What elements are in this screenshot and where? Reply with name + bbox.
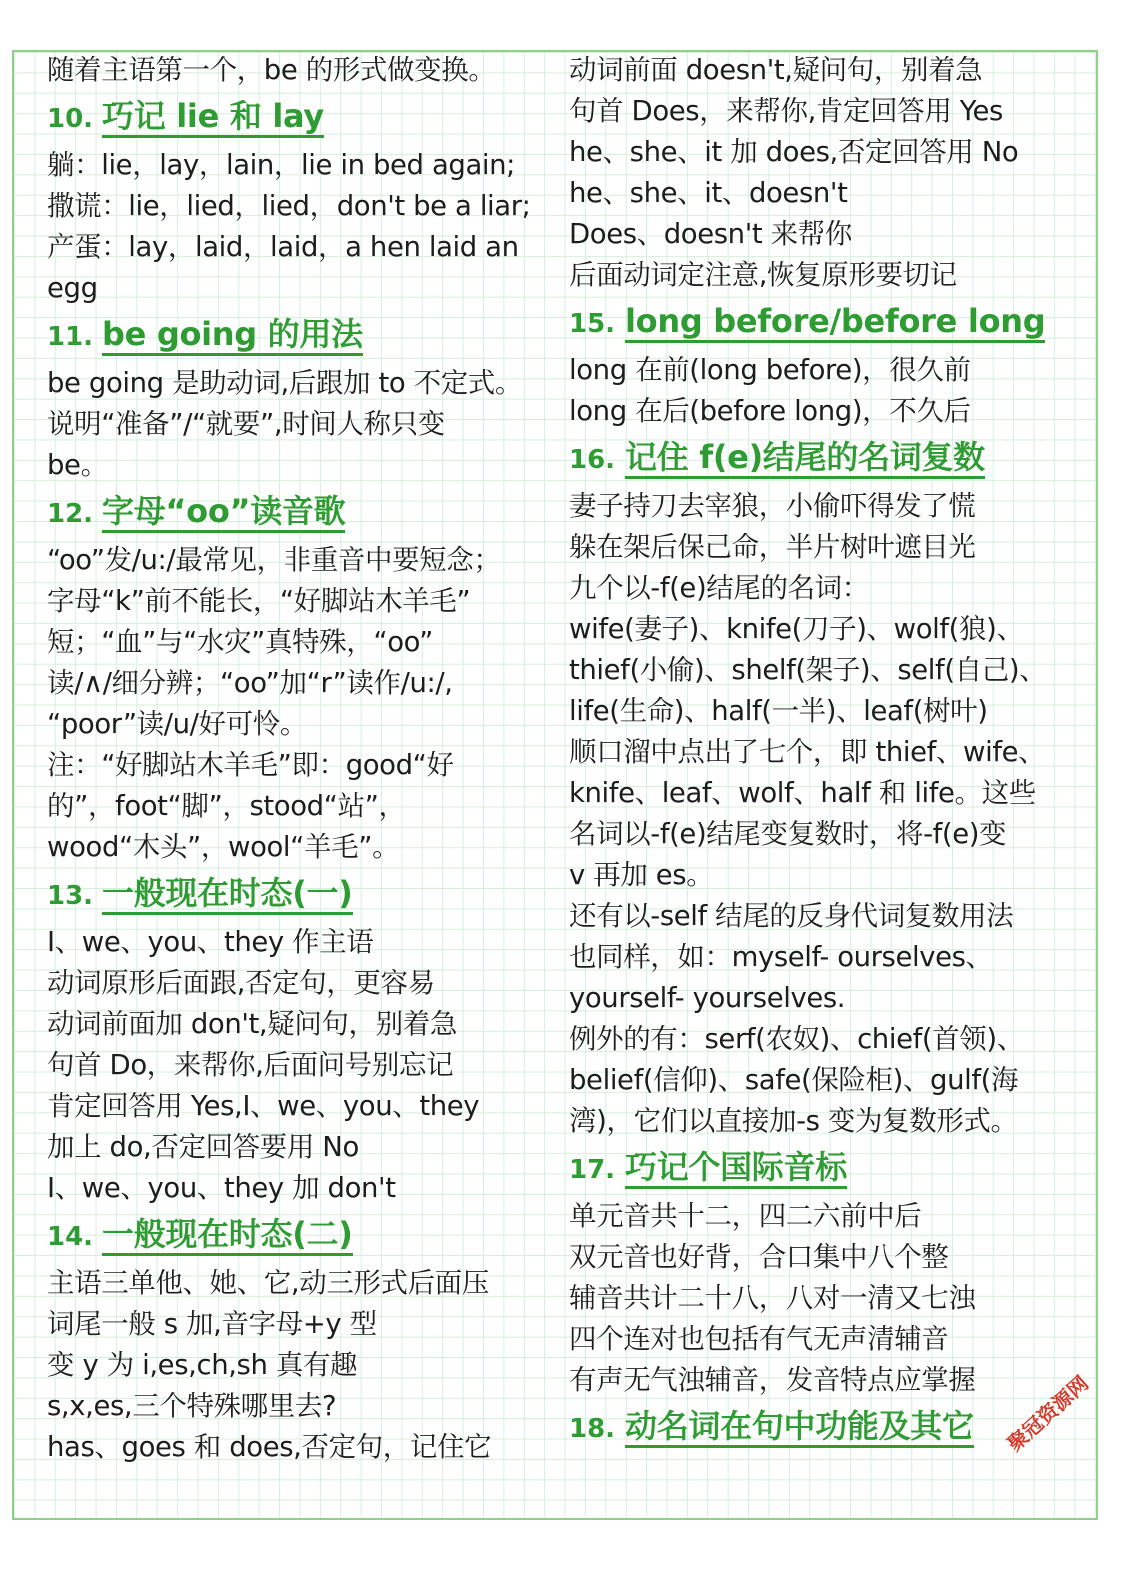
text-line: “poor”读/u/好可怜。: [47, 708, 307, 740]
text-line: 短；“血”与“水灾”真特殊，“oo”: [47, 626, 433, 658]
text-line: 动词前面 doesn't,疑问句，别着急: [569, 54, 983, 86]
section-number: 16.: [569, 445, 616, 475]
text-line: thief(小偷)、shelf(架子)、self(自己)、: [569, 654, 1047, 686]
text-line: yourself- yourselves.: [569, 982, 846, 1014]
text-line: 还有以-self 结尾的反身代词复数用法: [569, 900, 1014, 932]
text-line: 撒谎：lie，lied，lied，don't be a liar;: [47, 190, 531, 222]
text-line: 加上 do,否定回答要用 No: [47, 1131, 359, 1163]
section-title: long before/before long: [625, 303, 1045, 343]
section-title: 巧记个国际音标: [625, 1149, 847, 1189]
section-number: 13.: [47, 881, 94, 911]
text-line: long 在后(before long)，不久后: [569, 395, 971, 427]
text-line: v 再加 es。: [569, 859, 714, 891]
section-number: 15.: [569, 309, 616, 339]
watermark-stamp: 聚冠资源网: [1002, 1371, 1094, 1456]
text-line: 变 y 为 i,es,ch,sh 真有趣: [47, 1349, 358, 1381]
section-heading: [47, 1216, 552, 1258]
text-line: he、she、it 加 does,否定回答用 No: [569, 136, 1019, 168]
text-line: 辅音共计二十八，八对一清又七浊: [569, 1282, 976, 1314]
section-number: 11.: [47, 322, 94, 352]
text-line: life(生命)、half(一半)、leaf(树叶): [569, 695, 988, 727]
right-column: [569, 50, 1069, 1455]
text-line: knife、leaf、wolf、half 和 life。这些: [569, 777, 1036, 809]
section-title: 记住 f(e)结尾的名词复数: [625, 439, 985, 479]
section-heading: [47, 98, 552, 140]
text-line: 名词以-f(e)结尾变复数时，将-f(e)变: [569, 818, 1007, 850]
section-heading: [47, 316, 552, 358]
text-line: s,x,es,三个特殊哪里去?: [47, 1390, 337, 1422]
section-title: 动名词在句中功能及其它: [625, 1408, 974, 1448]
text-line: 随着主语第一个，be 的形式做变换。: [47, 54, 496, 86]
text-line: be。: [47, 449, 108, 481]
text-line: 产蛋：lay，laid，laid，a hen laid an: [47, 231, 519, 263]
text-line: belief(信仰)、safe(保险柜)、gulf(海: [569, 1064, 1019, 1096]
section-heading: [569, 1149, 1069, 1191]
text-line: 句首 Do，来帮你,后面问号别忘记: [47, 1049, 454, 1081]
text-line: 四个连对也包括有气无声清辅音: [569, 1323, 949, 1355]
text-line: 例外的有：serf(农奴)、chief(首领)、: [569, 1023, 1024, 1055]
text-line: 也同样，如：myself- ourselves、: [569, 941, 993, 973]
section-number: 14.: [47, 1222, 94, 1252]
text-line: be going 是助动词,后跟加 to 不定式。: [47, 367, 522, 399]
text-line: 词尾一般 s 加,音字母+y 型: [47, 1308, 377, 1340]
section-title: 字母“oo”读音歌: [102, 493, 345, 533]
text-line: 妻子持刀去宰狼，小偷吓得发了慌: [569, 490, 976, 522]
text-line: 九个以-f(e)结尾的名词：: [569, 572, 869, 604]
section-heading: [47, 493, 552, 535]
text-line: wood“木头”，wool“羊毛”。: [47, 831, 400, 863]
text-line: has、goes 和 does,否定句，记住它: [47, 1431, 492, 1463]
text-line: 字母“k”前不能长，“好脚站木羊毛”: [47, 585, 471, 617]
text-line: 躺：lie，lay，lain，lie in bed again;: [47, 149, 516, 181]
text-line: egg: [47, 272, 98, 304]
section-number: 10.: [47, 104, 94, 134]
text-line: 注：“好脚站木羊毛”即：good“好: [47, 749, 454, 781]
text-line: “oo”发/u:/最常见，非重音中要短念；: [47, 544, 501, 576]
text-line: 双元音也好背，合口集中八个整: [569, 1241, 949, 1273]
text-line: 湾)，它们以直接加-s 变为复数形式。: [569, 1105, 1018, 1137]
section-title: 一般现在时态(二): [102, 1216, 353, 1256]
text-line: 动词前面加 don't,疑问句，别着急: [47, 1008, 457, 1040]
section-heading: [569, 1408, 1069, 1450]
text-line: I、we、you、they 加 don't: [47, 1172, 396, 1204]
section-title: be going 的用法: [102, 316, 363, 356]
text-line: 躲在架后保己命，半片树叶遮目光: [569, 531, 976, 563]
text-line: I、we、you、they 作主语: [47, 926, 374, 958]
text-line: 的”，foot“脚”，stood“站”，: [47, 790, 406, 822]
left-column: [47, 50, 552, 1468]
text-line: 单元音共十二，四二六前中后: [569, 1200, 922, 1232]
section-heading: [569, 439, 1069, 481]
section-heading: [47, 875, 552, 917]
text-line: 有声无气浊辅音，发音特点应掌握: [569, 1364, 976, 1396]
text-line: Does、doesn't 来帮你: [569, 218, 852, 250]
text-line: 顺口溜中点出了七个，即 thief、wife、: [569, 736, 1046, 768]
section-title: 巧记 lie 和 lay: [102, 98, 324, 138]
text-line: long 在前(long before)，很久前: [569, 354, 971, 386]
text-line: 动词原形后面跟,否定句，更容易: [47, 967, 435, 999]
text-line: 读/∧/细分辨；“oo”加“r”读作/u:/,: [47, 667, 453, 699]
text-line: 主语三单他、她、它,动三形式后面压: [47, 1267, 489, 1299]
text-line: wife(妻子)、knife(刀子)、wolf(狼)、: [569, 613, 1024, 645]
section-number: 17.: [569, 1155, 616, 1185]
section-heading: [569, 303, 1069, 345]
text-line: 说明“准备”/“就要”,时间人称只变: [47, 408, 445, 440]
section-number: 18.: [569, 1414, 616, 1444]
section-title: 一般现在时态(一): [102, 875, 353, 915]
text-line: he、she、it、doesn't: [569, 177, 848, 209]
text-line: 肯定回答用 Yes,I、we、you、they: [47, 1090, 480, 1122]
text-line: 句首 Does，来帮你,肯定回答用 Yes: [569, 95, 1003, 127]
section-number: 12.: [47, 499, 94, 529]
text-line: 后面动词定注意,恢复原形要切记: [569, 259, 957, 291]
